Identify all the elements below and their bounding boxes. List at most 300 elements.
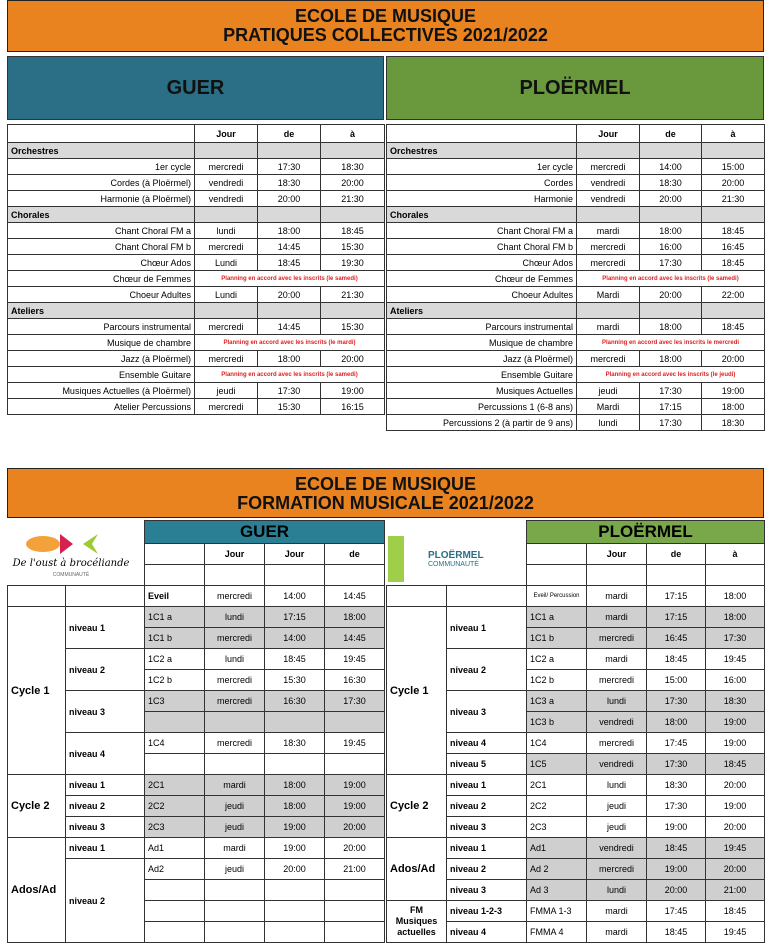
cycle-label: Cycle 2 bbox=[387, 775, 447, 838]
section-blank bbox=[702, 143, 765, 159]
cycle-label: Ados/Ad bbox=[8, 838, 66, 943]
day-cell: Mardi bbox=[577, 287, 640, 303]
end-time: 19:00 bbox=[706, 796, 765, 817]
start-time: 15:00 bbox=[647, 670, 706, 691]
day-cell: lundi bbox=[587, 691, 647, 712]
header-cell: Jour bbox=[205, 544, 265, 565]
day-cell: mercredi bbox=[577, 255, 640, 271]
table-row bbox=[387, 255, 765, 271]
table-row bbox=[387, 367, 765, 383]
course-code: 1C2 a bbox=[527, 649, 587, 670]
end-time: 21:00 bbox=[325, 859, 385, 880]
end-time: 18:30 bbox=[706, 691, 765, 712]
table-row bbox=[8, 383, 385, 399]
niveau-label: niveau 3 bbox=[447, 880, 527, 901]
course-code: 2C1 bbox=[527, 775, 587, 796]
table-row bbox=[8, 175, 385, 191]
activity-label: Chant Choral FM a bbox=[387, 223, 577, 239]
niveau-label: niveau 3 bbox=[447, 817, 527, 838]
section-blank bbox=[258, 207, 321, 223]
niveau-label: niveau 2 bbox=[66, 796, 145, 817]
activity-label: Parcours instrumental bbox=[387, 319, 577, 335]
start-time: 18:00 bbox=[265, 775, 325, 796]
start-time: 19:00 bbox=[265, 838, 325, 859]
start-time: 18:45 bbox=[265, 649, 325, 670]
day-cell: jeudi bbox=[577, 383, 640, 399]
header-cell: Jour bbox=[265, 544, 325, 565]
activity-label: Choeur Adultes bbox=[387, 287, 577, 303]
header-row bbox=[387, 125, 765, 143]
section-row bbox=[387, 143, 765, 159]
section-row bbox=[387, 207, 765, 223]
niveau-label: niveau 1 bbox=[66, 838, 145, 859]
location-title: PLOËRMEL bbox=[527, 521, 765, 544]
end-time: 21:30 bbox=[321, 287, 385, 303]
course-code: 1C2 b bbox=[145, 670, 205, 691]
day-cell: mercredi bbox=[577, 159, 640, 175]
section-label: Orchestres bbox=[387, 143, 577, 159]
day-cell: mercredi bbox=[195, 239, 258, 255]
start-time: 19:00 bbox=[647, 859, 706, 880]
section-blank bbox=[321, 303, 385, 319]
course-code: 1C1 b bbox=[527, 628, 587, 649]
day-cell bbox=[205, 901, 265, 922]
blank-cell bbox=[205, 565, 265, 586]
start-time: 18:30 bbox=[265, 733, 325, 754]
section-blank bbox=[577, 207, 640, 223]
course-code: 2C3 bbox=[527, 817, 587, 838]
course-code: 1C3 a bbox=[527, 691, 587, 712]
banner-formation bbox=[7, 468, 764, 518]
start-time: 20:00 bbox=[265, 859, 325, 880]
header-cell: Jour bbox=[587, 544, 647, 565]
activity-label: Chœur de Femmes bbox=[387, 271, 577, 287]
niveau-label: niveau 1 bbox=[447, 607, 527, 649]
course-code: Ad 3 bbox=[527, 880, 587, 901]
section-row bbox=[387, 303, 765, 319]
day-cell bbox=[205, 880, 265, 901]
header-cell: à bbox=[702, 125, 765, 143]
location-title-row bbox=[387, 521, 765, 544]
start-time: 18:30 bbox=[647, 775, 706, 796]
table-row bbox=[8, 271, 385, 287]
course-code: FMMA 4 bbox=[527, 922, 587, 943]
course-code bbox=[145, 880, 205, 901]
niveau-label: niveau 4 bbox=[447, 733, 527, 754]
end-time: 15:30 bbox=[321, 239, 385, 255]
start-time: 18:00 bbox=[640, 223, 702, 239]
table-row bbox=[387, 287, 765, 303]
day-cell: jeudi bbox=[205, 817, 265, 838]
guer-header: GUER bbox=[7, 56, 384, 120]
start-time: 17:30 bbox=[640, 415, 702, 431]
activity-label: Percussions 2 (à partir de 9 ans) bbox=[387, 415, 577, 431]
start-time: 14:45 bbox=[258, 239, 321, 255]
course-code: 1C1 a bbox=[527, 607, 587, 628]
section-label: Chorales bbox=[8, 207, 195, 223]
end-time: 20:00 bbox=[325, 817, 385, 838]
activity-label: Ensemble Guitare bbox=[8, 367, 195, 383]
guer-pratiques-table bbox=[7, 124, 385, 415]
end-time: 16:45 bbox=[702, 239, 765, 255]
day-cell: mercredi bbox=[577, 351, 640, 367]
day-cell: mercredi bbox=[195, 351, 258, 367]
course-code bbox=[145, 754, 205, 775]
day-cell: vendredi bbox=[577, 175, 640, 191]
niveau-label bbox=[447, 586, 527, 607]
start-time: 14:00 bbox=[265, 586, 325, 607]
start-time: 20:00 bbox=[647, 880, 706, 901]
start-time: 17:30 bbox=[258, 159, 321, 175]
end-time: 20:00 bbox=[702, 175, 765, 191]
end-time: 19:45 bbox=[706, 922, 765, 943]
blank-cell bbox=[587, 565, 647, 586]
end-time: 19:00 bbox=[702, 383, 765, 399]
table-row bbox=[8, 335, 385, 351]
day-cell: vendredi bbox=[195, 191, 258, 207]
banner-pratiques bbox=[7, 0, 764, 52]
section-label: Ateliers bbox=[387, 303, 577, 319]
header-cell: à bbox=[321, 125, 385, 143]
activity-label: Chant Choral FM a bbox=[8, 223, 195, 239]
banner-title: ECOLE DE MUSIQUE bbox=[294, 6, 477, 26]
day-cell: jeudi bbox=[587, 796, 647, 817]
start-time: 20:00 bbox=[640, 191, 702, 207]
blank-cell bbox=[265, 565, 325, 586]
end-time: 16:00 bbox=[706, 670, 765, 691]
section-blank bbox=[702, 303, 765, 319]
activity-label: Atelier Percussions bbox=[8, 399, 195, 415]
day-cell: mercredi bbox=[587, 733, 647, 754]
start-time: 17:30 bbox=[647, 691, 706, 712]
end-time: 18:00 bbox=[706, 586, 765, 607]
section-blank bbox=[640, 143, 702, 159]
niveau-label bbox=[66, 586, 145, 607]
start-time: 14:00 bbox=[265, 628, 325, 649]
start-time: 17:45 bbox=[647, 901, 706, 922]
section-blank bbox=[258, 143, 321, 159]
table-row bbox=[8, 586, 385, 607]
activity-label: Chant Choral FM b bbox=[387, 239, 577, 255]
end-time bbox=[325, 922, 385, 943]
day-cell: Lundi bbox=[195, 255, 258, 271]
course-code: 1C5 bbox=[527, 754, 587, 775]
day-cell: mercredi bbox=[587, 859, 647, 880]
day-cell: jeudi bbox=[205, 796, 265, 817]
section-row bbox=[8, 207, 385, 223]
logo-area bbox=[387, 521, 527, 586]
end-time: 20:00 bbox=[321, 175, 385, 191]
day-cell: mercredi bbox=[205, 628, 265, 649]
day-cell: vendredi bbox=[587, 754, 647, 775]
start-time: 16:45 bbox=[647, 628, 706, 649]
start-time: 15:30 bbox=[258, 399, 321, 415]
header-cell: de bbox=[325, 544, 385, 565]
day-cell: mardi bbox=[577, 319, 640, 335]
activity-label: Chant Choral FM b bbox=[8, 239, 195, 255]
activity-label: Percussions 1 (6-8 ans) bbox=[387, 399, 577, 415]
activity-label: Jazz (à Ploërmel) bbox=[8, 351, 195, 367]
course-code: Eveil bbox=[145, 586, 205, 607]
end-time: 17:30 bbox=[706, 628, 765, 649]
end-time: 18:45 bbox=[706, 901, 765, 922]
start-time bbox=[265, 922, 325, 943]
end-time: 19:45 bbox=[325, 733, 385, 754]
start-time: 18:00 bbox=[640, 351, 702, 367]
start-time: 17:30 bbox=[640, 383, 702, 399]
section-label: Ateliers bbox=[8, 303, 195, 319]
day-cell: vendredi bbox=[587, 838, 647, 859]
day-cell: vendredi bbox=[577, 191, 640, 207]
day-cell: Mardi bbox=[577, 399, 640, 415]
cycle-label: Cycle 1 bbox=[8, 607, 66, 775]
table-row bbox=[387, 319, 765, 335]
end-time: 18:30 bbox=[702, 415, 765, 431]
table-row bbox=[8, 351, 385, 367]
header-cell: à bbox=[706, 544, 765, 565]
table-row bbox=[387, 586, 765, 607]
planning-note: Planning en accord avec les inscrits le mercredi bbox=[577, 335, 765, 351]
banner-subtitle: PRATIQUES COLLECTIVES 2021/2022 bbox=[223, 25, 548, 45]
start-time: 18:00 bbox=[258, 351, 321, 367]
activity-label: Cordes (à Ploërmel) bbox=[8, 175, 195, 191]
logo2-text: PLOËRMEL bbox=[428, 550, 484, 561]
day-cell: vendredi bbox=[587, 712, 647, 733]
table-row bbox=[8, 223, 385, 239]
start-time: 18:00 bbox=[258, 223, 321, 239]
cycle-label bbox=[8, 586, 66, 607]
start-time: 16:30 bbox=[265, 691, 325, 712]
start-time: 18:45 bbox=[647, 649, 706, 670]
table-row bbox=[387, 607, 765, 628]
location-title: GUER bbox=[145, 521, 385, 544]
end-time: 19:45 bbox=[325, 649, 385, 670]
day-cell: mercredi bbox=[205, 586, 265, 607]
course-code: 1C3 b bbox=[527, 712, 587, 733]
table-row bbox=[8, 287, 385, 303]
end-time: 19:00 bbox=[325, 775, 385, 796]
table-row bbox=[8, 191, 385, 207]
ploermel-header: PLOËRMEL bbox=[386, 56, 764, 120]
guer-formation-table bbox=[7, 520, 385, 943]
header-row bbox=[8, 125, 385, 143]
day-cell: Lundi bbox=[195, 287, 258, 303]
table-row bbox=[387, 383, 765, 399]
niveau-label: niveau 2 bbox=[447, 859, 527, 880]
start-time: 14:00 bbox=[640, 159, 702, 175]
activity-label: Chœur Ados bbox=[8, 255, 195, 271]
section-blank bbox=[321, 207, 385, 223]
start-time: 17:30 bbox=[647, 754, 706, 775]
day-cell: mercredi bbox=[195, 319, 258, 335]
planning-note: Planning en accord avec les inscrits (le samedi) bbox=[195, 271, 385, 287]
end-time bbox=[325, 712, 385, 733]
end-time bbox=[325, 880, 385, 901]
activity-label: Cordes bbox=[387, 175, 577, 191]
start-time: 17:15 bbox=[265, 607, 325, 628]
table-row bbox=[387, 351, 765, 367]
niveau-label: niveau 1 bbox=[447, 775, 527, 796]
start-time: 19:00 bbox=[265, 817, 325, 838]
end-time: 21:30 bbox=[702, 191, 765, 207]
course-code: Ad 2 bbox=[527, 859, 587, 880]
end-time: 19:00 bbox=[706, 712, 765, 733]
table-row bbox=[387, 901, 765, 922]
logo2-sub: COMMUNAUTÉ bbox=[428, 561, 479, 568]
niveau-label: niveau 2 bbox=[66, 649, 145, 691]
start-time: 17:15 bbox=[647, 586, 706, 607]
end-time: 19:45 bbox=[706, 649, 765, 670]
end-time: 22:00 bbox=[702, 287, 765, 303]
banner-title-2: ECOLE DE MUSIQUE bbox=[294, 474, 477, 494]
end-time: 14:45 bbox=[325, 586, 385, 607]
end-time: 20:00 bbox=[706, 859, 765, 880]
ploermel-pratiques-table bbox=[386, 124, 765, 431]
section-label: Orchestres bbox=[8, 143, 195, 159]
ploermel-formation-table bbox=[386, 520, 765, 943]
start-time: 18:00 bbox=[640, 319, 702, 335]
header-blank bbox=[145, 544, 205, 565]
table-row bbox=[387, 271, 765, 287]
end-time: 18:00 bbox=[702, 399, 765, 415]
activity-label: 1er cycle bbox=[387, 159, 577, 175]
start-time: 20:00 bbox=[258, 287, 321, 303]
course-code: 1C4 bbox=[527, 733, 587, 754]
end-time: 18:30 bbox=[321, 159, 385, 175]
logo-area bbox=[8, 521, 145, 586]
table-row bbox=[8, 399, 385, 415]
day-cell bbox=[205, 754, 265, 775]
cycle-label: Ados/Ad bbox=[387, 838, 447, 901]
day-cell: mercredi bbox=[577, 239, 640, 255]
header-blank bbox=[387, 125, 577, 143]
course-code: Eveil/ Percussion bbox=[527, 586, 587, 607]
course-code: 1C4 bbox=[145, 733, 205, 754]
day-cell: mercredi bbox=[195, 159, 258, 175]
table-row bbox=[387, 239, 765, 255]
day-cell bbox=[205, 712, 265, 733]
start-time: 17:15 bbox=[647, 607, 706, 628]
end-time: 19:00 bbox=[706, 733, 765, 754]
course-code: FMMA 1-3 bbox=[527, 901, 587, 922]
table-row bbox=[387, 175, 765, 191]
section-blank bbox=[195, 207, 258, 223]
table-row bbox=[8, 319, 385, 335]
activity-label: Harmonie (à Ploërmel) bbox=[8, 191, 195, 207]
day-cell: mardi bbox=[205, 775, 265, 796]
section-row bbox=[8, 303, 385, 319]
activity-label: Musiques Actuelles bbox=[387, 383, 577, 399]
course-code: Ad2 bbox=[145, 859, 205, 880]
section-blank bbox=[577, 303, 640, 319]
end-time: 16:30 bbox=[325, 670, 385, 691]
table-row bbox=[8, 255, 385, 271]
banner-subtitle-2: FORMATION MUSICALE 2021/2022 bbox=[237, 493, 534, 513]
niveau-label: niveau 5 bbox=[447, 754, 527, 775]
end-time: 18:45 bbox=[706, 754, 765, 775]
activity-label: Musique de chambre bbox=[387, 335, 577, 351]
end-time: 15:30 bbox=[321, 319, 385, 335]
end-time: 19:00 bbox=[321, 383, 385, 399]
course-code bbox=[145, 712, 205, 733]
activity-label: 1er cycle bbox=[8, 159, 195, 175]
niveau-label: niveau 1 bbox=[447, 838, 527, 859]
activity-label: Chœur Ados bbox=[387, 255, 577, 271]
start-time: 17:45 bbox=[647, 733, 706, 754]
section-blank bbox=[640, 303, 702, 319]
day-cell: mercredi bbox=[587, 628, 647, 649]
activity-label: Choeur Adultes bbox=[8, 287, 195, 303]
blank-cell bbox=[647, 565, 706, 586]
planning-note: Planning en accord avec les inscrits (le jeudi) bbox=[577, 367, 765, 383]
table-row bbox=[387, 399, 765, 415]
table-row bbox=[8, 607, 385, 628]
start-time: 18:30 bbox=[640, 175, 702, 191]
start-time: 18:45 bbox=[258, 255, 321, 271]
end-time: 18:45 bbox=[321, 223, 385, 239]
end-time: 20:00 bbox=[321, 351, 385, 367]
end-time: 19:45 bbox=[706, 838, 765, 859]
day-cell: mercredi bbox=[587, 670, 647, 691]
table-row bbox=[387, 335, 765, 351]
day-cell: lundi bbox=[587, 880, 647, 901]
planning-note: Planning en accord avec les inscrits (le samedi) bbox=[195, 367, 385, 383]
day-cell: mardi bbox=[577, 223, 640, 239]
activity-label: Musiques Actuelles (à Ploërmel) bbox=[8, 383, 195, 399]
section-blank bbox=[640, 207, 702, 223]
start-time: 17:15 bbox=[640, 399, 702, 415]
niveau-label: niveau 3 bbox=[66, 691, 145, 733]
blank-cell bbox=[527, 565, 587, 586]
day-cell: mercredi bbox=[205, 733, 265, 754]
blank-cell bbox=[706, 565, 765, 586]
start-time: 20:00 bbox=[640, 287, 702, 303]
niveau-label: niveau 1 bbox=[66, 775, 145, 796]
section-row bbox=[8, 143, 385, 159]
end-time: 19:00 bbox=[325, 796, 385, 817]
start-time: 17:30 bbox=[258, 383, 321, 399]
day-cell: mardi bbox=[205, 838, 265, 859]
end-time: 18:00 bbox=[325, 607, 385, 628]
course-code: Ad1 bbox=[145, 838, 205, 859]
end-time: 18:00 bbox=[706, 607, 765, 628]
niveau-label: niveau 4 bbox=[66, 733, 145, 775]
day-cell: jeudi bbox=[205, 859, 265, 880]
section-blank bbox=[577, 143, 640, 159]
table-row bbox=[387, 838, 765, 859]
section-blank bbox=[321, 143, 385, 159]
header-blank bbox=[527, 544, 587, 565]
day-cell: mardi bbox=[587, 901, 647, 922]
niveau-label: niveau 4 bbox=[447, 922, 527, 943]
day-cell: vendredi bbox=[195, 175, 258, 191]
table-row bbox=[8, 239, 385, 255]
end-time: 20:00 bbox=[325, 838, 385, 859]
niveau-label: niveau 3 bbox=[66, 817, 145, 838]
activity-label: Chœur de Femmes bbox=[8, 271, 195, 287]
course-code: 2C2 bbox=[527, 796, 587, 817]
start-time: 18:45 bbox=[647, 838, 706, 859]
table-row bbox=[387, 191, 765, 207]
niveau-label: niveau 2 bbox=[447, 649, 527, 691]
end-time bbox=[325, 901, 385, 922]
end-time: 20:00 bbox=[706, 775, 765, 796]
course-code: 1C2 a bbox=[145, 649, 205, 670]
day-cell: mardi bbox=[587, 649, 647, 670]
section-blank bbox=[195, 303, 258, 319]
header-cell: de bbox=[640, 125, 702, 143]
niveau-label: niveau 2 bbox=[447, 796, 527, 817]
